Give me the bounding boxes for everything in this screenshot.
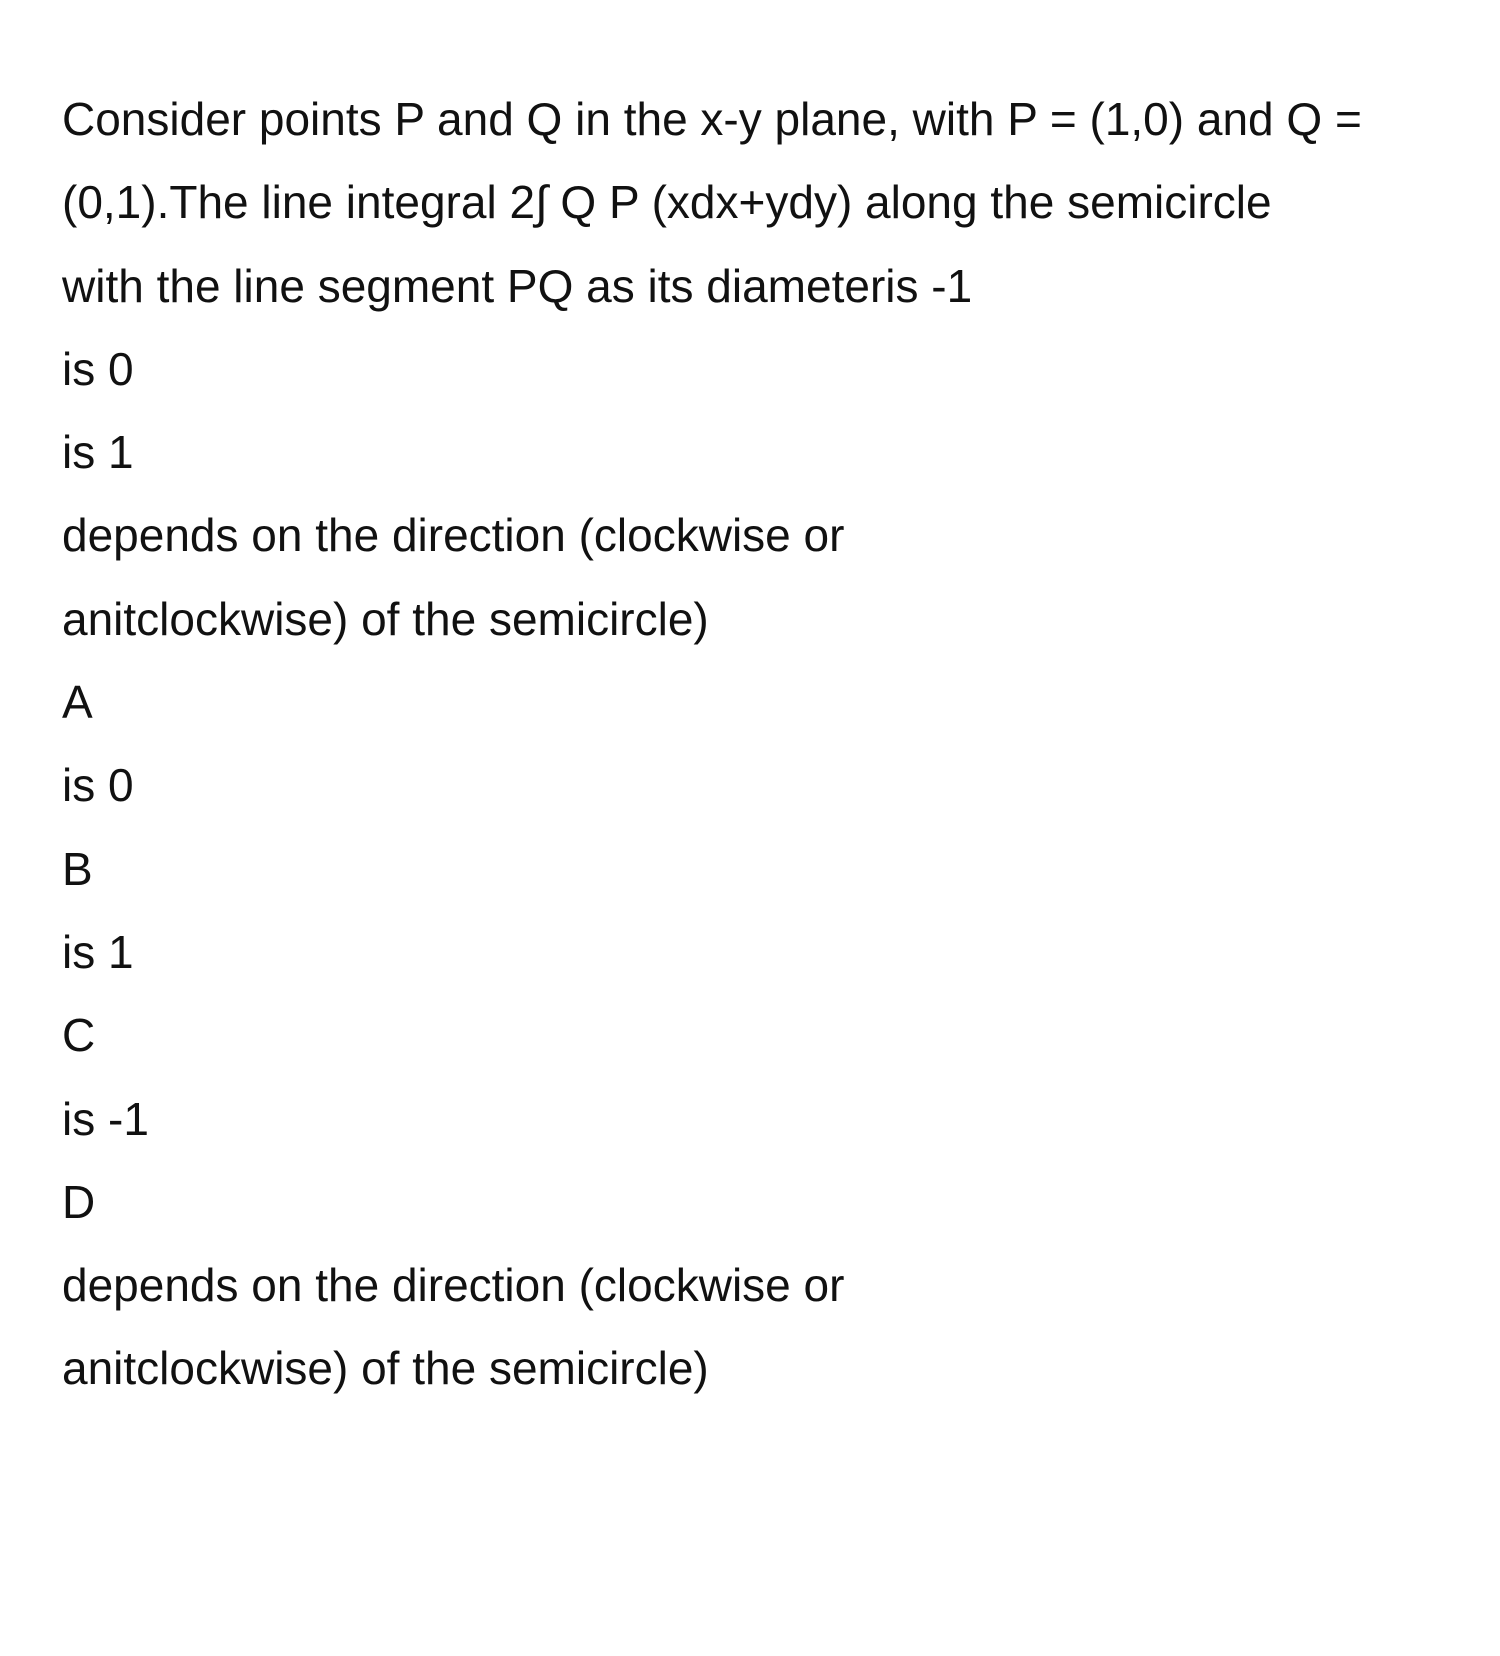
option-letter-c: C (62, 1009, 96, 1062)
question-document (62, 78, 1362, 1411)
option-letter-b: B (62, 842, 93, 895)
option-text-d: depends on the direction (clockwise or anitclockwise) of the semicircle) (62, 1259, 845, 1395)
option-letter-a: A (62, 676, 93, 729)
inline-option: is 0 (62, 342, 134, 395)
inline-option: depends on the direction (clockwise or anitclockwise) of the semicircle) (62, 509, 845, 645)
option-text-b: is 1 (62, 925, 134, 978)
inline-option: is 1 (62, 426, 134, 479)
question-text: Consider points P and Q in the x-y plane, with P = (1,0) and Q = (0,1).The line integral 2∫ Q P (xdx+ydy) along the semicircle with the line segment PQ as its diameteris -1 (62, 93, 1362, 312)
option-text-a: is 0 (62, 759, 134, 812)
option-text-c: is -1 (62, 1092, 149, 1145)
option-letter-d: D (62, 1175, 96, 1228)
